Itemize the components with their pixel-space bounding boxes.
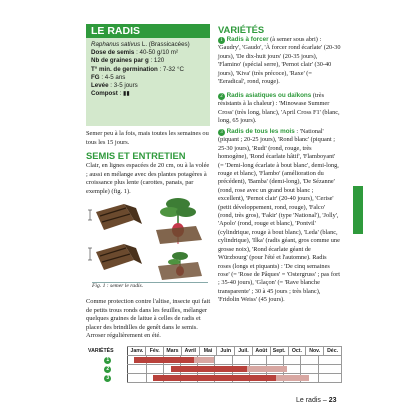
calendar-gridline — [214, 356, 215, 364]
spacing-marks — [88, 210, 92, 260]
calendar-row-number: 1 — [104, 357, 111, 364]
temp-label: T° min. de germination — [91, 65, 158, 73]
calendar-row-track — [128, 374, 342, 383]
compost-label: Compost — [91, 90, 118, 98]
fg-value: : 4-5 ans — [99, 73, 126, 81]
levee-value: : 3-5 jours — [108, 82, 138, 90]
variety-text-2: (très résistants à la chaleur) : 'Minowase Summer Cross' (très long, blanc), 'April Cross F1' (blanc, long, 65 jours). — [218, 92, 340, 125]
calendar-label: VARIÉTÉS — [88, 348, 114, 354]
calendar-gridline — [318, 374, 319, 382]
info-seeds — [91, 57, 206, 65]
variety-number-3: 3 — [218, 129, 225, 136]
page-title: LE RADIS — [86, 24, 210, 38]
calendar-row-track — [128, 365, 342, 374]
calendar-period-bar — [134, 357, 194, 363]
calendar-month: Sept. — [270, 347, 288, 356]
calendar-gridline — [249, 356, 250, 364]
info-compost — [91, 90, 206, 98]
compost-value: : ▮▮ — [117, 90, 130, 98]
calendar-header-row — [86, 347, 342, 356]
calendar-row-number: 2 — [104, 366, 111, 373]
calendar-month: Fév. — [146, 347, 164, 356]
semis-heading: SEMIS ET ENTRETIEN — [86, 150, 186, 161]
soil-section-bottom — [96, 244, 142, 270]
calendar-gridline — [283, 356, 284, 364]
calendar-gridline — [318, 356, 319, 364]
seeds-label: Nb de graines par g — [91, 57, 149, 65]
footer-dash: – — [320, 397, 329, 404]
calendar-month: Mars — [164, 347, 182, 356]
variety-heading-3: Radis de tous les mois — [226, 128, 295, 135]
page-number: 23 — [328, 397, 337, 404]
calendar-row — [86, 356, 342, 365]
calendar-month: Oct. — [288, 347, 306, 356]
variety-text-3: : 'National' (piquant ; 20-25 jours), 'Rond blanc' (piquant ; 25-30 jours), 'Rudi' (rond, rouge, très homogène), 'Rond écarlate hâtif', 'Flamboyant' (= 'Demi-long écarlate à bout blanc', demi-long, rouge et blanc), 'Flambo' (amélioration du précédent), 'Bamba' (demi-long), 'De Sézanne' (rond, rose avec un grand bout blanc ; excellent), 'Pernot clair' (20-40 jours), 'Cerise' (petit développement, rond, rouge), 'Falco' (rond, très gros), 'Fakir' (type 'National'), 'Jolly', 'Apolo' (rond, rouge et blanc), 'Pontvil' (cylindrique, rouge à bout blanc), 'Leda' (blanc, cylindrique), 'Ilka' (radis géant, gros comme une grosse noix), 'Rond écarlate géant de Würzbourg' (pour l'été et l'automne). Radis roses (longs et piquants) : 'De cinq semaines rose' (= 'Rose de Pâques' = 'Ostergruss' ; pas fort ; 35-40 jours), 'Glaçon' (= 'Rave blanche transparente' ; 30 à 45 jours ; très blanc), 'Fridolin Weiss' (45 jours). — [218, 128, 340, 304]
calendar-period-bar — [247, 366, 287, 372]
variety-group-asiatiques — [218, 92, 341, 126]
page-footer — [296, 397, 337, 404]
info-latin-line — [91, 41, 206, 49]
variety-number-1: 1 — [218, 37, 225, 44]
info-dose — [91, 49, 206, 57]
variety-number-2: 2 — [218, 93, 225, 100]
dose-value: : 40-50 g/10 m² — [134, 49, 179, 57]
semis-paragraph: Clair, en lignes espacées de 20 cm, ou à la volée ; aussi en mélange avec des plantes potagères à croissance plus lente (carottes, panais, par exemple) (fig. 1). — [86, 162, 210, 195]
calendar-gridline — [232, 356, 233, 364]
sowing-calendar — [86, 346, 342, 386]
variety-group-tous-les-mois — [218, 128, 341, 305]
info-temp — [91, 66, 206, 74]
calendar-row — [86, 365, 342, 374]
info-box — [86, 38, 210, 126]
calendar-gridline — [163, 365, 164, 373]
calendar-period-bar — [194, 357, 215, 363]
soil-section-top — [96, 204, 142, 230]
calendar-row-track — [128, 356, 342, 365]
calendar-row-label — [86, 365, 128, 374]
calendar-month: Juin — [217, 347, 235, 356]
section-side-tab — [353, 186, 363, 234]
calendar-gridline — [318, 365, 319, 373]
levee-label: Levée — [91, 82, 109, 90]
calendar-gridline — [146, 374, 147, 382]
calendar-month: Janv. — [128, 347, 146, 356]
calendar-table — [86, 346, 342, 383]
radish-plant-small-icon — [158, 252, 202, 280]
calendar-period-bar — [171, 366, 247, 372]
calendar-row — [86, 374, 342, 383]
calendar-row-number: 3 — [104, 375, 111, 382]
figure-caption: Fig. 1 : semer le radis. — [92, 283, 144, 289]
calendar-period-bar — [276, 375, 309, 381]
fg-label: FG — [91, 73, 100, 81]
variety-heading-2: Radis asiatiques ou daïkons — [226, 92, 312, 99]
intro-paragraph: Semer peu à la fois, mais toutes les semaines ou tous les 15 jours. — [86, 130, 209, 146]
calendar-gridline — [300, 365, 301, 373]
temp-value: : 7-32 °C — [157, 65, 184, 73]
seeds-value: : 120 — [148, 57, 165, 65]
sowing-illustration — [86, 190, 212, 282]
calendar-month: Avril — [181, 347, 199, 356]
dose-label: Dose de semis — [91, 49, 135, 57]
calendar-gridline — [300, 356, 301, 364]
calendar-month: Déc. — [324, 347, 342, 356]
calendar-month: Nov. — [306, 347, 324, 356]
radish-plant-icon — [156, 198, 202, 244]
calendar-month: Mai — [199, 347, 217, 356]
family-name: L. (Brassicacées) — [140, 41, 190, 48]
calendar-row-label — [86, 374, 128, 383]
calendar-row-label — [86, 356, 128, 365]
calendar-gridline — [266, 356, 267, 364]
variety-heading-1: Radis à forcer — [226, 36, 269, 43]
variety-group-forcer — [218, 36, 341, 86]
calendar-month: Juil. — [235, 347, 253, 356]
info-levee — [91, 82, 206, 90]
calendar-period-bar — [153, 375, 277, 381]
footer-label: Le radis — [296, 397, 321, 404]
varietes-heading: VARIÉTÉS — [218, 24, 265, 35]
altise-paragraph: Comme protection contre l'altise, insecte qui fait de petits trous ronds dans les feuilles, mélanger quelques graines de laitue à celles de radis et placer des brindilles de genêt dans le semis. Arroser régulièrement en été. — [86, 298, 211, 340]
info-fg — [91, 74, 206, 82]
latin-name: Raphanus sativus — [91, 41, 141, 48]
calendar-month: Août — [252, 347, 270, 356]
calendar-gridline — [146, 365, 147, 373]
variety-text-1: (à semer sous abri) : 'Gaudry', 'Gaudo', 'À forcer rond écarlate' (20-30 jours), 'De dix-huit jours' (20-35 jours), 'Flamino' (spécial serre), 'Pernot clair' (30-40 jours), 'Kiva' (très précoce), 'Raxe' (= 'Eeradical', rond, rouge). — [218, 36, 341, 86]
